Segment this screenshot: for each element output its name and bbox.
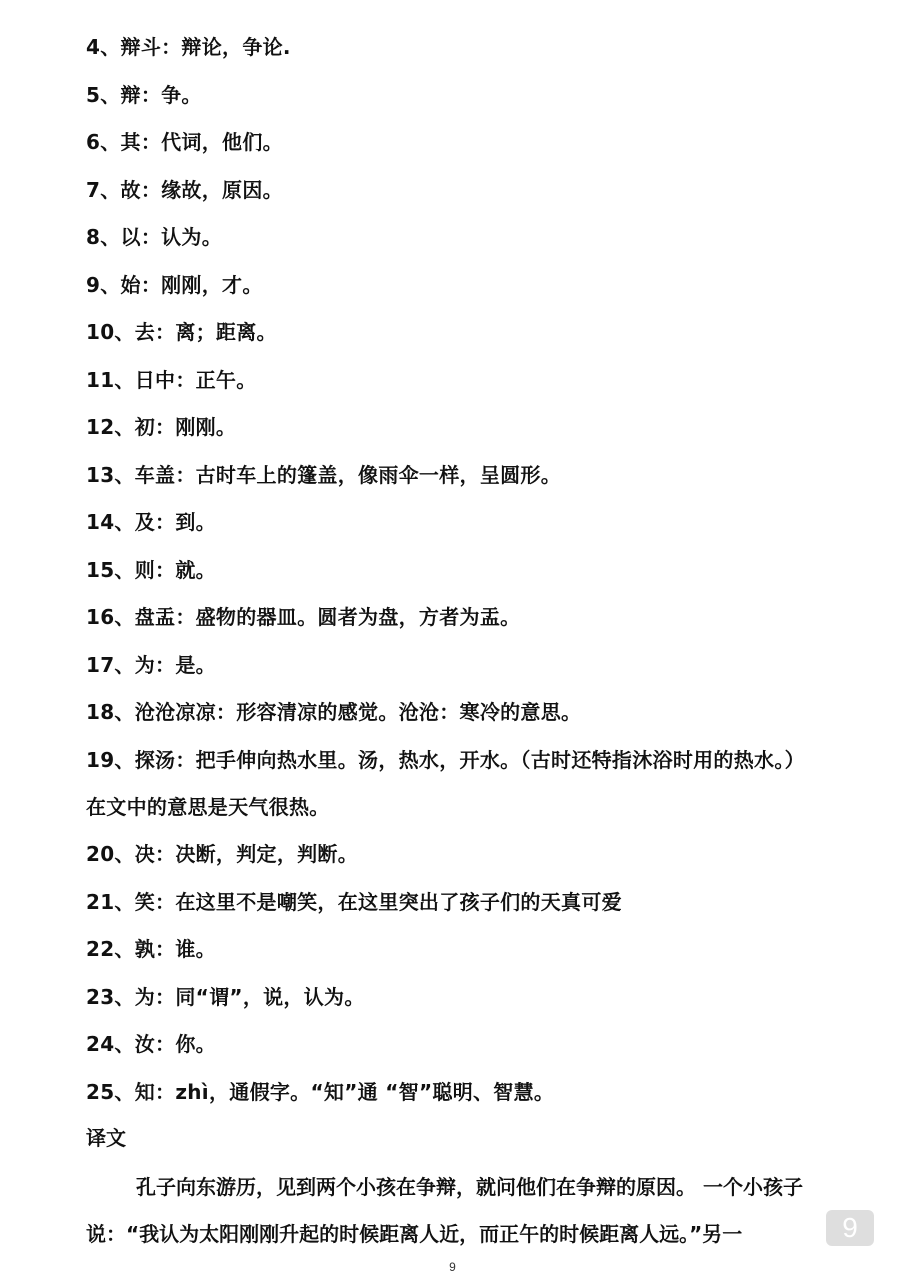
entry-14: 14、及：到。 [86, 510, 216, 534]
translation-paragraph: 孔子向东游历，见到两个小孩在争辩，就问他们在争辩的原因。 一个小孩子说：“我认为太阳刚刚升起的时候距离人近，而正午的时候距离人远。”另一 [86, 1175, 803, 1246]
entry-17: 17、为：是。 [86, 652, 216, 677]
entry-16: 16、盘盂：盛物的器皿。圆者为盘，方者为盂。 [86, 605, 521, 629]
entry-10: 10、去：离；距离。 [86, 320, 277, 344]
page-number: 9 [449, 1260, 456, 1274]
entry-9: 9、始：刚刚，才。 [86, 272, 263, 297]
entry-6: 6、其：代词，他们。 [86, 130, 283, 154]
entry-5: 5、辩：争。 [86, 82, 202, 107]
entry-12: 12、初：刚刚。 [86, 415, 237, 439]
document-content [86, 28, 876, 1258]
entry-19-continued: 在文中的意思是天气很热。 [86, 795, 330, 819]
entry-18: 18、沧沧凉凉：形容清凉的感觉。沧沧：寒冷的意思。 [86, 700, 582, 724]
entry-21: 21、笑：在这里不是嘲笑，在这里突出了孩子们的天真可爱 [86, 889, 622, 914]
entry-20: 20、决：决断，判定，判断。 [86, 842, 359, 866]
entry-25: 25、知：zhì，通假字。“知”通 “智”聪明、智慧。 [86, 1079, 555, 1104]
page-badge: 9 [826, 1210, 874, 1246]
entry-7: 7、故：缘故，原因。 [86, 177, 283, 202]
entry-19: 19、探汤：把手伸向热水里。汤，热水，开水。（古时还特指沐浴时用的热水。） [86, 747, 805, 772]
entry-11: 11、日中：正午。 [86, 367, 257, 392]
entry-4: 4、辩斗：辩论，争论. [86, 35, 291, 59]
entry-13: 13、车盖：古时车上的篷盖，像雨伞一样，呈圆形。 [86, 462, 562, 487]
translation-heading: 译文 [86, 1126, 126, 1150]
entry-8: 8、以：认为。 [86, 225, 223, 249]
entry-23: 23、为：同“谓”，说，认为。 [86, 984, 365, 1009]
entry-22: 22、孰：谁。 [86, 937, 216, 961]
entry-24: 24、汝：你。 [86, 1032, 216, 1056]
entry-15: 15、则：就。 [86, 557, 216, 582]
